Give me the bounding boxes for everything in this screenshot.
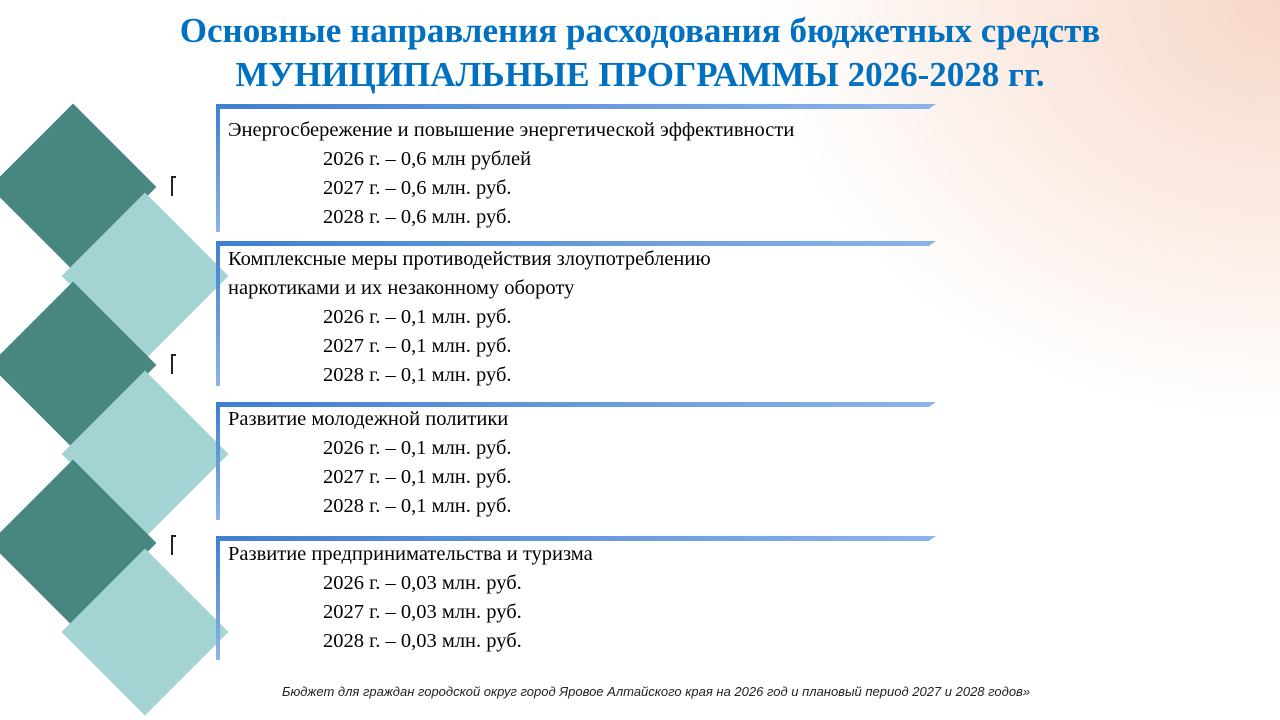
program-amount: 2027 г. – 0,1 млн. руб. <box>323 335 512 357</box>
program-amount: 2028 г. – 0,1 млн. руб. <box>323 495 512 517</box>
program-card-energy <box>216 104 936 232</box>
program-card-business <box>216 536 936 660</box>
program-title: наркотиками и их незаконному обороту <box>228 277 575 299</box>
program-amount: 2027 г. – 0,1 млн. руб. <box>323 466 512 488</box>
program-amount: 2026 г. – 0,1 млн. руб. <box>323 437 512 459</box>
program-amount: 2026 г. – 0,1 млн. руб. <box>323 306 512 328</box>
program-amount: 2027 г. – 0,6 млн. руб. <box>323 177 512 199</box>
program-card-content <box>228 245 711 390</box>
program-card-left-border <box>216 402 220 520</box>
program-amount: 2028 г. – 0,03 млн. руб. <box>323 630 522 652</box>
program-amount: 2026 г. – 0,6 млн рублей <box>323 148 532 170</box>
program-card-top-border <box>216 104 936 109</box>
program-amount: 2028 г. – 0,1 млн. руб. <box>323 364 512 386</box>
decor-stub-1 <box>171 176 176 196</box>
slide-title: Основные направления расходования бюджетных средств <box>179 11 1101 50</box>
program-card-content <box>228 405 512 521</box>
decor-stub-3 <box>171 535 176 555</box>
slide-subtitle: МУНИЦИПАЛЬНЫЕ ПРОГРАММЫ 2026-2028 гг. <box>235 55 1045 94</box>
program-card-left-border <box>216 104 220 232</box>
program-title: Развитие молодежной политики <box>228 408 509 430</box>
program-amount: 2026 г. – 0,03 млн. руб. <box>323 572 522 594</box>
footer-caption: Бюджет для граждан городской округ город Яровое Алтайского края на 2026 год и плановый период 2027 и 2028 годов» <box>282 684 1031 699</box>
program-title: Развитие предпринимательства и туризма <box>228 543 593 565</box>
program-card-youth <box>216 402 936 520</box>
program-card-left-border <box>216 536 220 660</box>
program-title: Энергосбережение и повышение энергетической эффективности <box>228 119 795 141</box>
program-card-content <box>228 540 593 656</box>
decor-stub-2 <box>171 354 176 374</box>
program-card-left-border <box>216 241 220 386</box>
program-amount: 2028 г. – 0,6 млн. руб. <box>323 206 512 228</box>
program-title: Комплексные меры противодействия злоупотреблению <box>228 248 711 270</box>
program-amount: 2027 г. – 0,03 млн. руб. <box>323 601 522 623</box>
program-card-content <box>228 116 794 232</box>
program-card-drugs <box>216 241 936 386</box>
